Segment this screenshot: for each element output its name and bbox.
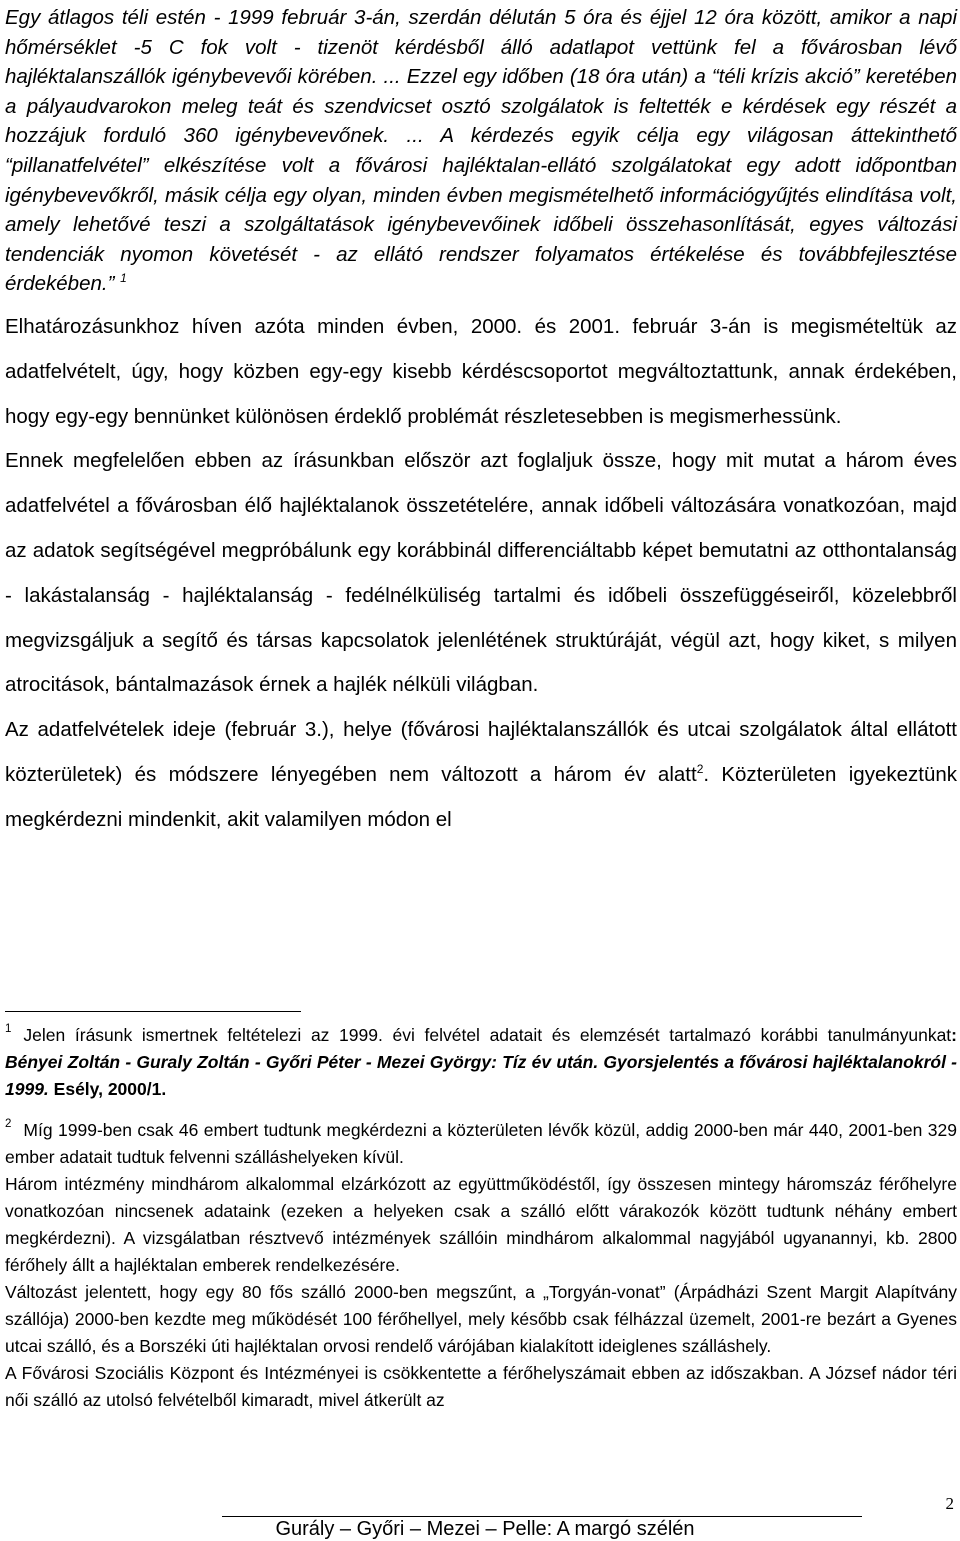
paragraph-1: Elhatározásunkhoz híven azóta minden évben, 2000. és 2001. február 3-án is megismételtük az adatfelvételt, úgy, hogy közben egy-egy kisebb kérdéscsoportot megváltoztattunk, annak érdekében, hogy egy-egy bennünket különösen érdeklő problémát részletesebben is megismerhessünk. [5,314,957,428]
footnote-2 [5,1117,957,1171]
paragraph-3 [5,708,957,842]
document-page [5,0,957,843]
footnote-separator [5,1011,301,1012]
footnote-1 [5,1022,957,1103]
running-footer: Gurály – Győri – Mezei – Pelle: A margó szélén [275,1518,695,1540]
footnotes [5,1022,957,1414]
footnote-2-number: 2 [5,1118,12,1130]
footnote-1-text: Jelen írásunk ismertnek feltételezi az 1999. évi felvétel adatait és elemzését tartalmazó korábbi tanulmányunkat [23,1025,952,1045]
intro-quote [5,0,957,299]
footnote-ref-1: 1 [120,271,127,286]
footnote-2-para-2: Három intézmény mindhárom alkalommal elzárkózott az együttműködéstől, így összesen mintegy háromszáz férőhelyre vonatkozóan nincsenek adataink (ezeken a helyeken csak a szálló előtt várakozók között tudtunk néhány embert megkérdezni). A vizsgálatban résztvevő intézmények szállóin mindhárom alkalommal nagyjából ugyanannyi, kb. 2800 férőhely állt a hajléktalan emberek rendelkezésére. [5,1174,957,1275]
footnote-1-colon: : [951,1025,957,1045]
footnote-2-para-4: A Fővárosi Szociális Központ és Intézményei is csökkentette a férőhelyszámait ebben az időszakban. A József nádor téri női szálló az utolsó felvételből kimaradt, mivel átkerült az [5,1363,957,1410]
paragraph-2: Ennek megfelelően ebben az írásunkban először azt foglaljuk össze, hogy mit mutat a három éves adatfelvétel a fővárosban élő hajléktalanok összetételére, annak időbeli változására vonatkozóan, majd az adatok segítségével megpróbálunk egy korábbinál differenciáltabb képet bemutatni az otthontalanság - lakástalanság - hajléktalanság - fedélnélküliség tartalmi és időbeli összefüggéseiről, közelebbről megvizsgáljuk a segítő és társas kapcsolatok jelenlétének struktúráját, végül azt, hogy kiket, s milyen atrocitások, bántalmazások érnek a hajlék nélküli világban. [5,449,957,697]
footnote-1-journal: Esély, 2000/1. [48,1079,167,1099]
footnote-1-citation: Bényei Zoltán - Guraly Zoltán - Győri Péter - Mezei György: Tíz év után. Gyorsjelentés a fővárosi hajléktalanokról - 1999. [5,1052,957,1099]
footnote-ref-2: 2 [696,761,704,776]
footnote-2-line-1: Míg 1999-ben csak 46 embert tudtunk megkérdezni a közterületen lévők közül, addig 2000-ben már 440, 2001-ben 329 ember adatait tudtuk felvenni szálláshelyeken kívül. [5,1120,957,1167]
page-number: 2 [945,1494,954,1513]
intro-text: Egy átlagos téli estén - 1999 február 3-án, szerdán délután 5 óra és éjjel 12 óra között, amikor a napi hőmérséklet -5 C fok volt - tizenöt kérdésből álló adatlapot vettünk fel a fővárosban lévő hajléktalanszállók igénybevevői körében. ... Ezzel egy időben (18 óra után) a “téli krízis akció” keretében a pályaudvarokon meleg teát és szendvicset osztó szolgálatok is feltették e kérdések egy részét a hozzájuk forduló 360 igénybevevőnek. ... A kérdezés egyik célja egy világosan áttekinthető “pillanatfelvétel” elkészítése volt a fővárosi hajléktalan-ellátó szolgálatokat egy adott időpontban igénybevevőkről, másik célja egy olyan, minden évben megismételhető információgyűjtés elindítása volt, amely lehetővé teszi a szolgáltatások igénybevevőinek időbeli összehasonlítását, egyes változási tendenciák nyomon követését - az ellátó rendszer folyamatos értékelése és továbbfejlesztése érdekében.” [5,6,957,296]
paragraph-3-text-b: . Közterületen igyekeztünk megkérdezni mindenkit, akit valamilyen módon el [5,762,957,831]
footer-rule [222,1516,862,1517]
footnote-2-para-3: Változást jelentett, hogy egy 80 fős szálló 2000-ben megszűnt, a „Torgyán-vonat” (Árpádházi Szent Margit Alapítvány szállója) 2000-ben kezdte meg működését 100 férőhellyel, mely később csak félházzal üzemelt, 2001-re bezárt a Gyenes utcai szálló, és a Borszéki úti hajléktalan orvosi rendelő várójában kialakított ideiglenes szálláshely. [5,1282,957,1356]
footnote-1-number: 1 [5,1023,12,1035]
paragraph-3-text-a: Az adatfelvételek ideje (február 3.), helye (fővárosi hajléktalanszállók és utcai szolgálatok által ellátott közterületek) és módszere lényegében nem változott a három év alatt [5,718,957,786]
